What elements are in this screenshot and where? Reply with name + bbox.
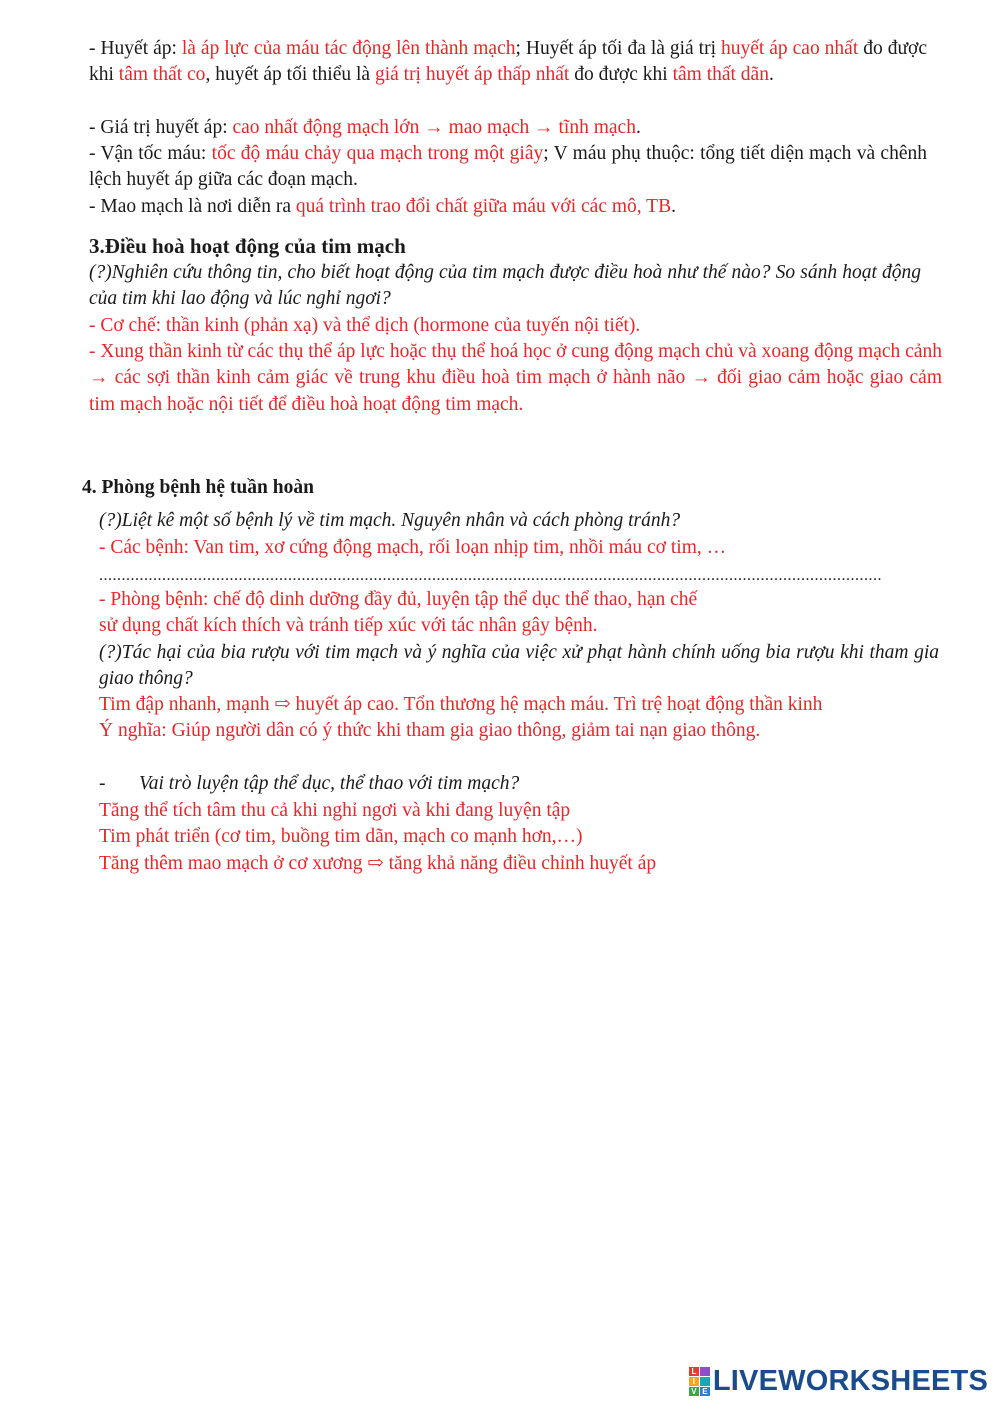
bp-period: . xyxy=(768,64,774,86)
section4-heading: 4. Phòng bệnh hệ tuần hoàn xyxy=(82,477,314,498)
liveworksheets-logo xyxy=(689,1363,988,1399)
capillary-period: . xyxy=(671,196,676,217)
section4-alcohol-meaning: Ý nghĩa: Giúp người dân có ý thức khi tham gia giao thông, giảm tai nạn giao thông. xyxy=(99,720,761,741)
bp-value-answer: cao nhất động mạch lớn → mao mạch → tĩnh mạch xyxy=(232,117,636,138)
section3-mechanism: - Cơ chế: thần kinh (phản xạ) và thể dịch (hormone của tuyến nội tiết). xyxy=(89,315,641,336)
capillary-lead: - Mao mạch là nơi diễn ra xyxy=(89,196,296,217)
logo-tile: L xyxy=(689,1367,699,1376)
dotted-answer-line: .............................................................................................................................................................................. xyxy=(99,568,882,584)
exercise-role-3: Tăng thêm mao mạch ở cơ xương ⇨ tăng khả năng điều chỉnh huyết áp xyxy=(99,852,657,874)
logo-tile: E xyxy=(700,1387,710,1396)
bp-text-4: đo được khi xyxy=(569,64,673,86)
logo-tile xyxy=(700,1367,710,1376)
prevention-line-2: sử dụng chất kích thích và tránh tiếp xúc với tác nhân gây bệnh. xyxy=(99,615,598,637)
exercise-role-1: Tăng thể tích tâm thu cả khi nghỉ ngơi và khi đang luyện tập xyxy=(99,800,571,821)
exercise-question-text: Vai trò luyện tập thể dục, thể thao với tim mạch? xyxy=(139,773,520,794)
bp-min-answer: giá trị huyết áp thấp nhất xyxy=(374,64,570,86)
section4-alcohol-harm: Tim đập nhanh, mạnh ⇨ huyết áp cao. Tổn thương hệ mạch máu. Trì trệ hoạt động thần kinh xyxy=(99,694,823,715)
velocity-lead: - Vận tốc máu: xyxy=(89,143,212,164)
blood-velocity-paragraph xyxy=(89,141,927,194)
exercise-question-dash: - xyxy=(99,773,106,794)
bp-max-answer: huyết áp cao nhất xyxy=(720,38,859,59)
bp-value-lead: - Giá trị huyết áp: xyxy=(89,117,233,138)
logo-tile xyxy=(700,1377,710,1386)
exercise-role-2: Tim phát triển (cơ tim, buồng tim dãn, mạch co mạnh hơn,…) xyxy=(99,826,583,848)
section4-question-alcohol: (?)Tác hại của bia rượu với tim mạch và ý nghĩa của việc xử phạt hành chính uống bia rượu khi tham gia giao thông? xyxy=(99,642,939,690)
bp-text-1: ; Huyết áp tối đa là giá trị xyxy=(515,38,721,59)
section4-question-diseases: (?)Liệt kê một số bệnh lý về tim mạch. Nguyên nhân và cách phòng tránh? xyxy=(99,510,681,531)
bp-value-period: . xyxy=(635,117,641,138)
section4-diseases: - Các bệnh: Van tim, xơ cứng động mạch, rối loạn nhịp tim, nhồi máu cơ tim, … xyxy=(99,537,727,558)
logo-tile: I xyxy=(689,1377,699,1386)
capillary-answer: quá trình trao đổi chất giữa máu với các mô, TB xyxy=(295,196,672,217)
section4-question-exercise xyxy=(99,771,949,797)
section3-impulse: - Xung thần kinh từ các thụ thể áp lực hoặc thụ thể hoá học ở cung động mạch chủ và xoang động mạch cảnh → các sợi thần kinh cảm giác về trung khu điều hoà tim mạch ở hành não → đối giao cảm hoặc giao cảm tim mạch hoặc nội tiết để điều hoà hoạt động tim mạch. xyxy=(89,341,942,415)
bp-max-when-answer: tâm thất co xyxy=(118,64,206,86)
blood-pressure-paragraph xyxy=(89,36,927,89)
liveworksheets-logo-icon xyxy=(689,1367,710,1396)
section4-exercise-roles xyxy=(99,798,949,877)
liveworksheets-logo-text: LIVEWORKSHEETS xyxy=(712,1364,988,1397)
section3-heading: 3.Điều hoà hoạt động của tim mạch xyxy=(89,234,406,258)
velocity-rest: ; V máu phụ thuộc: tổng tiết diện mạch và chênh lệch huyết áp giữa các đoạn mạch. xyxy=(89,143,927,191)
bp-text-3: , huyết áp tối thiểu là xyxy=(205,64,375,86)
velocity-answer: tốc độ máu chảy qua mạch trong một giây xyxy=(211,143,544,164)
bp-text-2: đo được khi xyxy=(89,38,927,86)
section4-prevention xyxy=(99,587,949,640)
logo-tile: V xyxy=(689,1387,699,1396)
bp-value-line xyxy=(89,115,939,141)
prevention-line-1: - Phòng bệnh: chế độ dinh dưỡng đầy đủ, luyện tập thể dục thể thao, hạn chế xyxy=(99,589,698,610)
capillary-line xyxy=(89,194,939,220)
section3-question: (?)Nghiên cứu thông tin, cho biết hoạt động của tim mạch được điều hoà như thế nào? So sánh hoạt động của tim khi lao động và lúc nghỉ ngơi? xyxy=(89,262,921,310)
bp-lead: - Huyết áp: xyxy=(89,38,182,59)
bp-min-when-answer: tâm thất dãn xyxy=(672,64,769,86)
bp-definition: là áp lực của máu tác động lên thành mạch xyxy=(181,38,516,59)
